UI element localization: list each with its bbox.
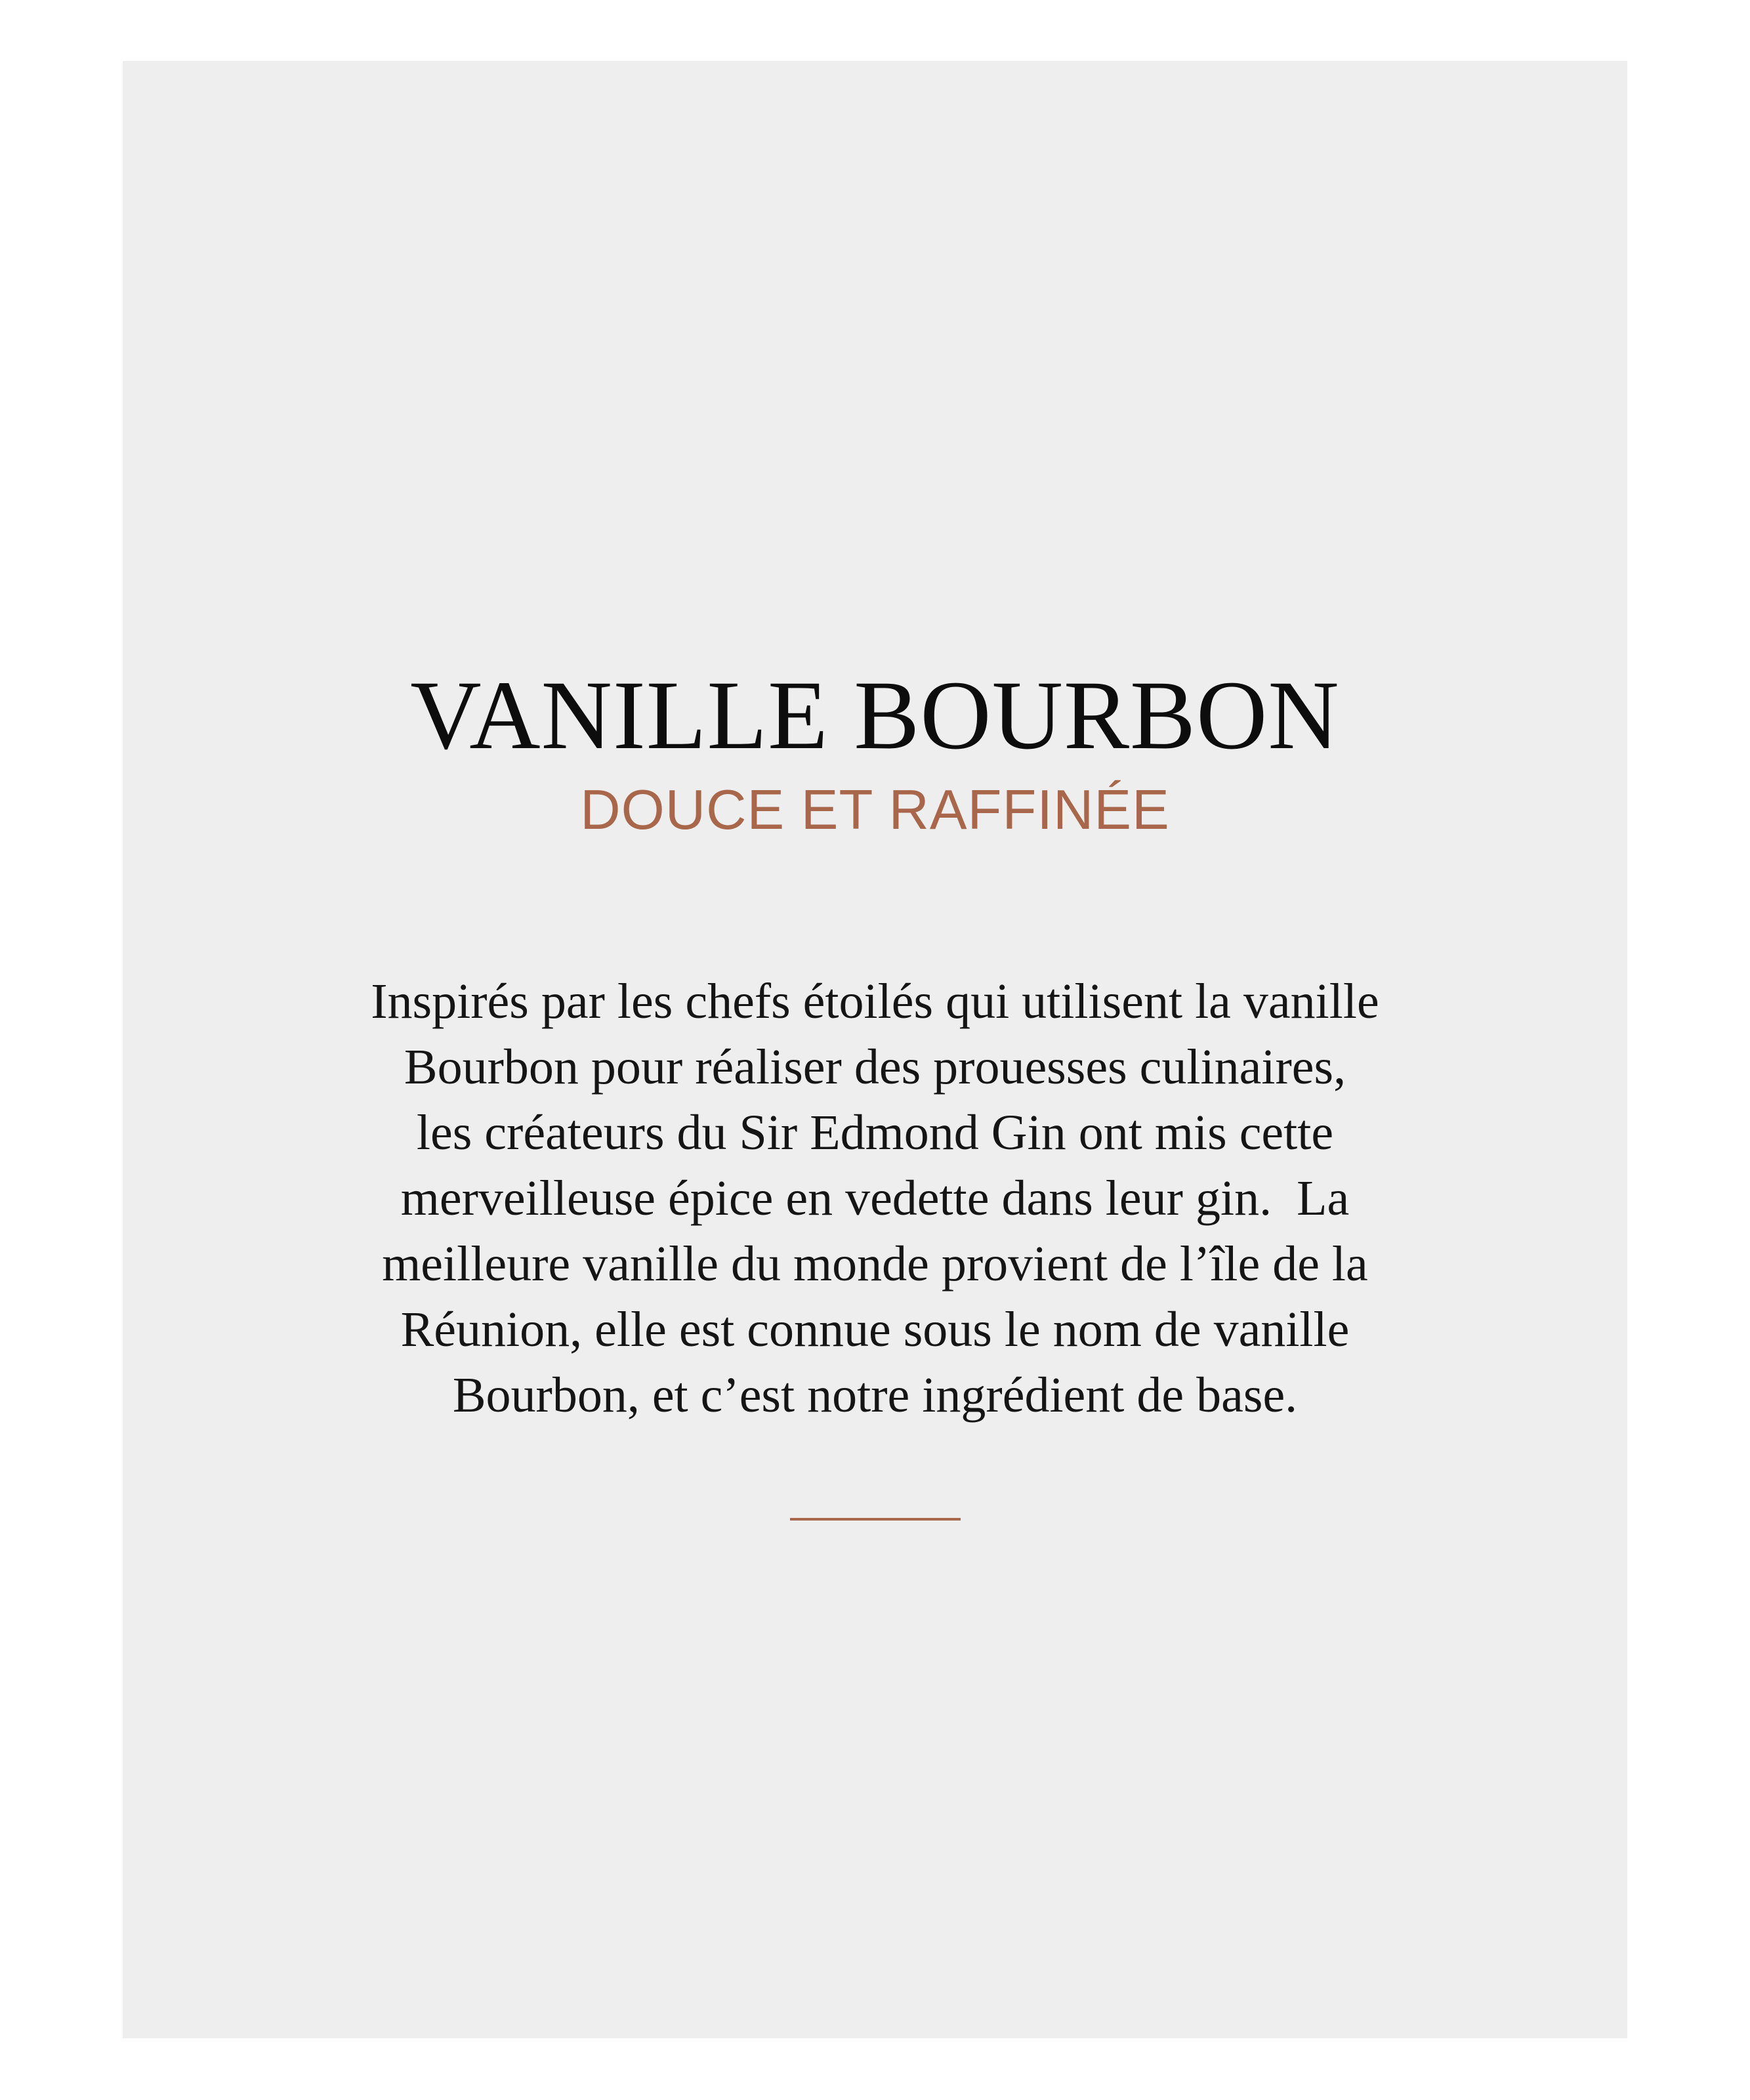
description-line: Inspirés par les chefs étoilés qui utilisent la vanille — [371, 974, 1379, 1029]
description-paragraph — [123, 969, 1627, 1428]
page-subtitle: DOUCE ET RAFFINÉE — [580, 779, 1170, 841]
accent-divider — [790, 1518, 961, 1521]
content-panel — [123, 61, 1627, 2038]
description-line: les créateurs du Sir Edmond Gin ont mis cette — [416, 1105, 1334, 1160]
page-title: VANILLE BOURBON — [410, 661, 1340, 770]
description-line: meilleure vanille du monde provient de l’île de la — [382, 1236, 1368, 1292]
description-line: Bourbon, et c’est notre ingrédient de base. — [452, 1368, 1298, 1423]
description-line: Réunion, elle est connue sous le nom de vanille — [400, 1302, 1350, 1357]
description-line: Bourbon pour réaliser des prouesses culinaires, — [404, 1040, 1346, 1095]
description-line: merveilleuse épice en vedette dans leur gin. La — [400, 1171, 1350, 1226]
